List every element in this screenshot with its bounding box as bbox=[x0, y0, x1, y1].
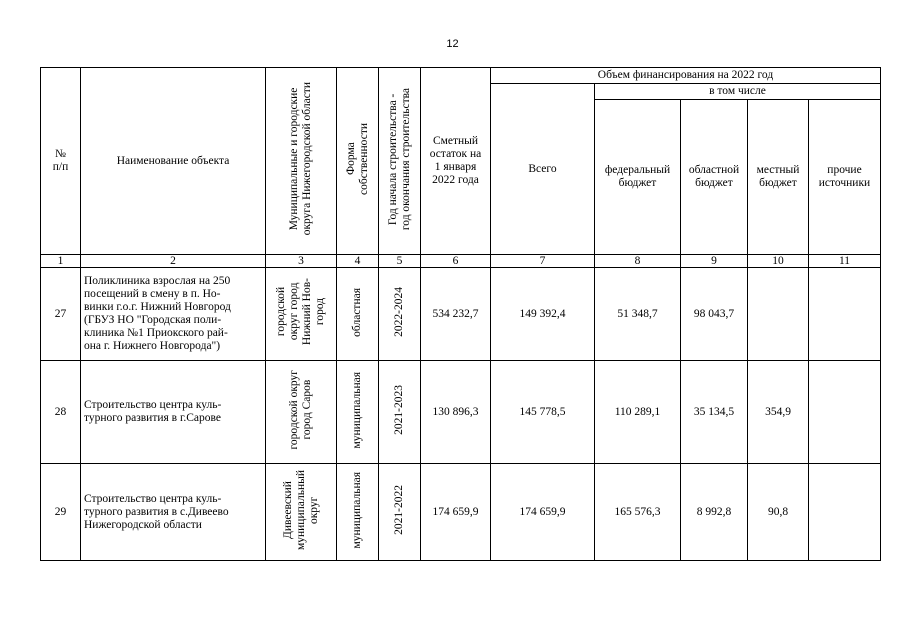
table-row bbox=[41, 361, 881, 464]
header-years: Год начала строительства - год окончания строительства bbox=[379, 68, 421, 255]
row-name: Строительство центра куль- турного развития в с.Дивеево Нижегородской области bbox=[81, 464, 266, 561]
row-other bbox=[809, 268, 881, 361]
row-years: 2021-2023 bbox=[379, 361, 421, 464]
row-local: 354,9 bbox=[748, 361, 809, 464]
row-num: 28 bbox=[41, 361, 81, 464]
row-municipal: городской округ город Нижний Нов- город bbox=[266, 268, 337, 361]
header-federal: федеральный бюджет bbox=[595, 100, 681, 255]
column-number: 1 bbox=[41, 255, 81, 268]
column-number: 10 bbox=[748, 255, 809, 268]
row-regional: 8 992,8 bbox=[681, 464, 748, 561]
row-municipal: Дивеевский муниципальный округ bbox=[266, 464, 337, 561]
row-federal: 51 348,7 bbox=[595, 268, 681, 361]
header-other: прочие источники bbox=[809, 100, 881, 255]
header-estimate: Сметный остаток на 1 января 2022 года bbox=[421, 68, 491, 255]
column-number: 8 bbox=[595, 255, 681, 268]
row-estimate: 174 659,9 bbox=[421, 464, 491, 561]
column-number: 2 bbox=[81, 255, 266, 268]
row-ownership: муниципальная bbox=[337, 361, 379, 464]
header-ownership: Форма собственности bbox=[337, 68, 379, 255]
row-num: 29 bbox=[41, 464, 81, 561]
header-name: Наименование объекта bbox=[81, 68, 266, 255]
row-local bbox=[748, 268, 809, 361]
row-years: 2022-2024 bbox=[379, 268, 421, 361]
row-years: 2021-2022 bbox=[379, 464, 421, 561]
row-estimate: 130 896,3 bbox=[421, 361, 491, 464]
header-municipal: Муниципальные и городские округа Нижегородской области bbox=[266, 68, 337, 255]
financing-table bbox=[40, 67, 881, 561]
column-numbers-row bbox=[41, 255, 881, 268]
row-ownership: областная bbox=[337, 268, 379, 361]
column-number: 4 bbox=[337, 255, 379, 268]
header-including: в том числе bbox=[595, 84, 881, 100]
row-other bbox=[809, 361, 881, 464]
row-total: 149 392,4 bbox=[491, 268, 595, 361]
row-local: 90,8 bbox=[748, 464, 809, 561]
row-ownership: муниципальная bbox=[337, 464, 379, 561]
row-municipal: городской округ город Саров bbox=[266, 361, 337, 464]
row-federal: 165 576,3 bbox=[595, 464, 681, 561]
row-name: Строительство центра куль- турного развития в г.Сарове bbox=[81, 361, 266, 464]
table-row bbox=[41, 464, 881, 561]
row-total: 145 778,5 bbox=[491, 361, 595, 464]
header-total: Всего bbox=[491, 84, 595, 255]
row-other bbox=[809, 464, 881, 561]
header-regional: областной бюджет bbox=[681, 100, 748, 255]
header-num: № п/п bbox=[41, 68, 81, 255]
column-number: 5 bbox=[379, 255, 421, 268]
row-estimate: 534 232,7 bbox=[421, 268, 491, 361]
row-regional: 98 043,7 bbox=[681, 268, 748, 361]
page-number: 12 bbox=[446, 38, 459, 50]
header-local: местный бюджет bbox=[748, 100, 809, 255]
row-regional: 35 134,5 bbox=[681, 361, 748, 464]
column-number: 7 bbox=[491, 255, 595, 268]
column-number: 11 bbox=[809, 255, 881, 268]
row-num: 27 bbox=[41, 268, 81, 361]
row-name: Поликлиника взрослая на 250 посещений в смену в п. Но- винки г.о.г. Нижний Новгород (ГБУЗ НО "Городская поли- клиника №1 Приокского рай- она г. Нижнего Новгорода") bbox=[81, 268, 266, 361]
table-row bbox=[41, 268, 881, 361]
column-number: 6 bbox=[421, 255, 491, 268]
column-number: 9 bbox=[681, 255, 748, 268]
column-number: 3 bbox=[266, 255, 337, 268]
header-financing: Объем финансирования на 2022 год bbox=[491, 68, 881, 84]
row-federal: 110 289,1 bbox=[595, 361, 681, 464]
row-total: 174 659,9 bbox=[491, 464, 595, 561]
